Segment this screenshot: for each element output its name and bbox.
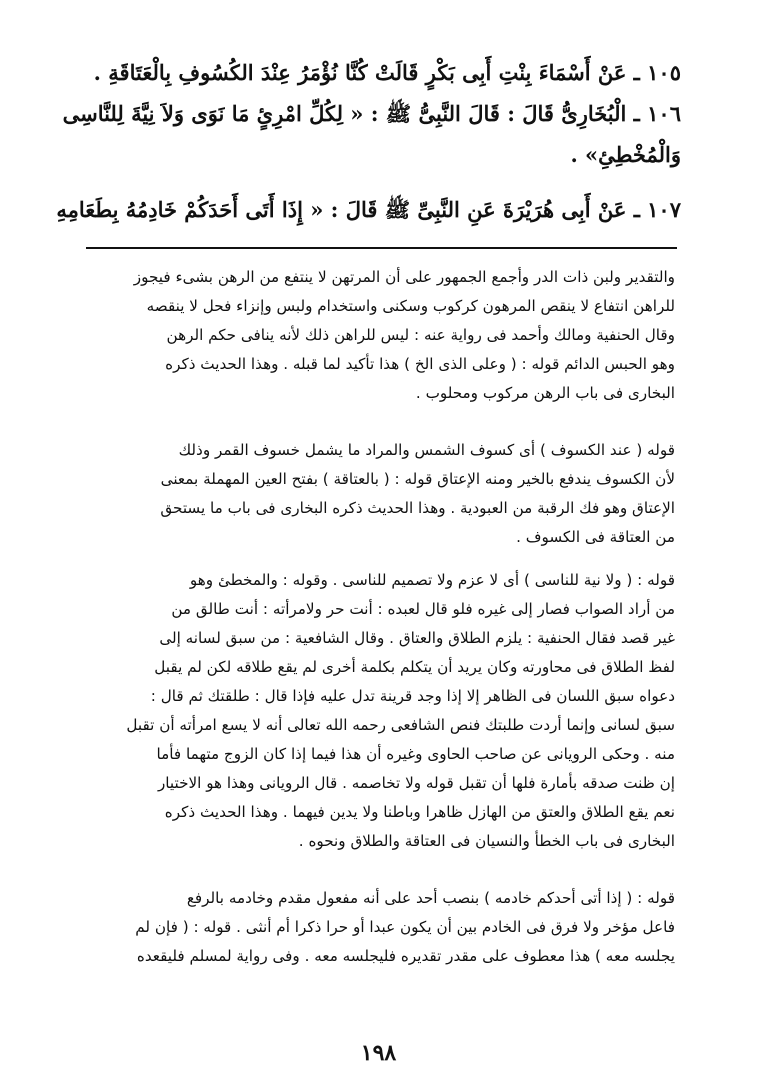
separator-rule <box>86 247 677 249</box>
hadith-106-line-1: ١٠٦ ـ الْبُخَارِىُّ قَالَ : قَالَ النَّبِىُّ ﷺ : « لِكُلِّ امْرِئٍ مَا نَوَى وَلاَ نِيَّةَ لِلنَّاسِى <box>62 101 681 126</box>
text-line: والتقدير ولبن ذات الدر وأجمع الجمهور على أن المرتهن لا ينتفع من الرهن بشىء فيجوز <box>133 268 675 286</box>
text-line: من العتاقة فى الكسوف . <box>516 528 675 546</box>
text-line: إن ظنت صدقه بأمارة فلها أن تقبل قوله ولا تخاصمه . قال الرويانى وهذا هو الاختيار <box>157 774 675 792</box>
text-line: سبق لسانى وإنما أردت طلبتك فنص الشافعى رحمه الله تعالى أنه لا يسع امرأته أن تقبل <box>126 716 675 734</box>
commentary-paragraph-1 <box>92 263 675 408</box>
text-line: منه . وحكى الرويانى عن صاحب الحاوى وغيره أن هذا فيما إذا كان الزوج متهما فأما <box>156 745 675 763</box>
commentary-paragraph-3 <box>92 566 675 856</box>
text-line: قوله : ( ولا نية للناسى ) أى لا عزم ولا تصميم للناسى . وقوله : والمخطئ وهو <box>189 571 675 589</box>
text-line: لأن الكسوف يندفع بالخير ومنه الإعتاق قوله : ( بالعتاقة ) بفتح العين المهملة بمعنى <box>160 470 675 488</box>
hadith-107: ١٠٧ ـ عَنْ أَبِى هُرَيْرَةَ عَنِ النَّبِىِّ ﷺ قَالَ : « إِذَا أَتَى أَحَدَكُمْ خَادِمُهُ بِطَعَامِهِ <box>56 197 681 222</box>
text-line: غير قصد فقال الحنفية : يلزم الطلاق والعتاق . وقال الشافعية : من سبق لسانه إلى <box>159 629 675 647</box>
page-number: ١٩٨ <box>360 1040 397 1066</box>
text-line: فاعل مؤخر ولا فرق فى الخادم بين أن يكون عبدا أو حرا ذكرا أم أنثى . قوله : ( فإن لم <box>135 918 675 936</box>
text-line: قوله : ( إذا أتى أحدكم خادمه ) بنصب أحد على أنه مفعول مقدم وخادمه بالرفع <box>186 889 675 907</box>
text-line: الإعتاق وهو فك الرقبة من العبودية . وهذا الحديث ذكره البخارى فى باب ما يستحق <box>160 499 675 517</box>
text-line: من أراد الصواب فصار إلى غيره فلو قال لعبده : أنت حر ولامرأته : أنت طالق من <box>171 600 675 618</box>
text-line: وقال الحنفية ومالك وأحمد فى رواية عنه : ليس للراهن ذلك لأنه ينافى حكم الرهن <box>166 326 675 344</box>
text-line: للراهن انتفاع لا ينقص المرهون كركوب وسكنى واستخدام ولبس وإنزاء فحل لا ينقصه <box>146 297 675 315</box>
hadith-105: ١٠٥ ـ عَنْ أَسْمَاءَ بِنْتِ أَبِى بَكْرٍ قَالَتْ كُنَّا نُؤْمَرُ عِنْدَ الكُسُوفِ بِالْعَتَاقَةِ . <box>93 60 681 85</box>
text-line: وهو الحبس الدائم قوله : ( وعلى الذى الخ ) هذا تأكيد لما قبله . وهذا الحديث ذكره <box>165 355 675 373</box>
commentary-paragraph-2 <box>92 436 675 552</box>
text-line: دعواه سبق اللسان فى الظاهر إلا إذا وجد قرينة تدل عليه فإذا قال : طلقتك ثم قال : <box>150 687 675 705</box>
text-line: البخارى فى باب الخطأ والنسيان فى العتاقة والطلاق ونحوه . <box>298 832 675 850</box>
text-line: يجلسه معه ) هذا معطوف على مقدر تقديره فليجلسه معه . وفى رواية لمسلم فليقعده <box>136 947 675 965</box>
text-line: نعم يقع الطلاق والعتق من الهازل ظاهرا وباطنا ولا يدين فيهما . وهذا الحديث ذكره <box>164 803 675 821</box>
text-line: البخارى فى باب الرهن مركوب ومحلوب . <box>415 384 675 402</box>
text-line: لفظ الطلاق فى محاورته وكان يريد أن يتكلم بكلمة أخرى لم يقع طلاقه لكن لم يقبل <box>154 658 675 676</box>
commentary-paragraph-4 <box>92 884 675 971</box>
text-line: قوله ( عند الكسوف ) أى كسوف الشمس والمراد ما يشمل خسوف القمر وذلك <box>178 441 675 459</box>
hadith-106-line-2: وَالْمُخْطِئِ» . <box>570 142 681 167</box>
